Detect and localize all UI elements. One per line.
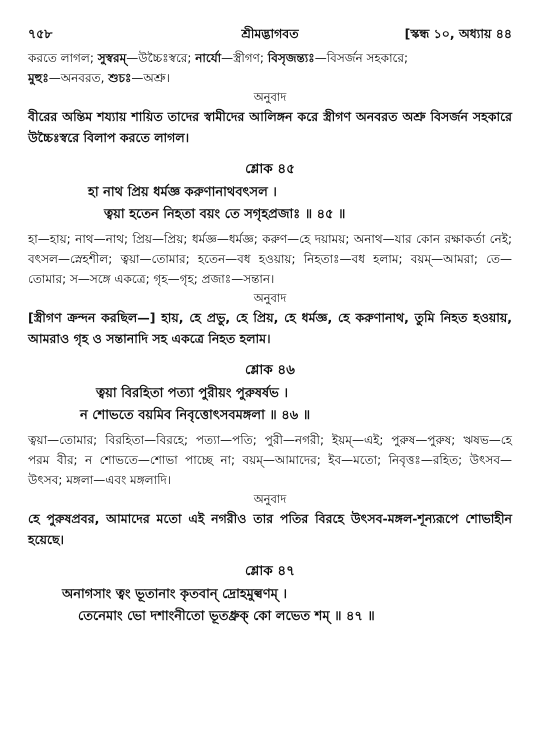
page-header xyxy=(28,26,512,48)
translation-heading: অনুবাদ xyxy=(253,492,287,506)
synonym-word: শুচঃ xyxy=(108,71,132,85)
translation-paragraph: [স্ত্রীগণ ক্রন্দন করছিল—] হায়, হে প্রভু, হে প্রিয়, হে ধর্মজ্ঞ, হে করুণানাথ, তুমি নিহত হওয়ায়, আমরাও গৃহ ও সন্তানাদি সহ একত্রে নিহত হলাম। xyxy=(28,310,512,346)
verse-line: হা নাথ প্রিয় ধর্মজ্ঞ করুণানাথবৎসল । xyxy=(88,185,277,200)
sloka-verse xyxy=(28,383,512,427)
synonym-word: সুস্বরম্ xyxy=(97,51,127,65)
synonym-word: মুহুঃ xyxy=(28,71,49,85)
book-title: শ্রীমদ্ভাগবত xyxy=(241,26,299,41)
sloka-heading: শ্লোক ৪৫ xyxy=(245,161,295,177)
synonym-text: —বিসর্জন সহকারে; xyxy=(314,51,409,65)
synonym-text: করতে লাগল; xyxy=(28,51,98,65)
intro-synonyms xyxy=(28,48,512,88)
sloka-heading: শ্লোক ৪৬ xyxy=(245,362,295,378)
synonym-text: —অনবরত, xyxy=(48,71,109,85)
section-reference: [স্কন্ধ ১০, অধ্যায় ৪৪ xyxy=(404,26,512,41)
verse-line: ন শোভতে বয়মিব নিবৃত্তোৎসবমঙ্গলা ॥ ৪৬ ॥ xyxy=(80,408,311,423)
synonym-text: —অশ্রু। xyxy=(131,71,170,85)
verse-line: তেনেমাং ভো দশাংনীতো ভূতধ্রুক্ কো লভেত শম্ ॥ ৪৭ ॥ xyxy=(78,609,375,624)
translation-heading: অনুবাদ xyxy=(253,291,287,305)
sloka-verse xyxy=(28,584,512,628)
sloka-verse xyxy=(28,182,512,226)
synonym-word: বিসৃজন্ত্যঃ xyxy=(267,51,315,65)
translation-paragraph: হে পুরুষপ্রবর, আমাদের মতো এই নগরীও তার পতির বিরহে উৎসব-মঙ্গল-শূন্যরূপে শোভাহীন হয়েছে। xyxy=(28,511,512,547)
synonym-text: —স্ত্রীগণ; xyxy=(221,51,268,65)
translation-paragraph: বীরের অন্তিম শয্যায় শায়িত তাদের স্বামীদের আলিঙ্গন করে স্ত্রীগণ অনবরত অশ্রু বিসর্জন সহকারে উচ্চৈঃস্বরে বিলাপ করতে লাগল। xyxy=(28,109,512,145)
synonym-word: নার্যো xyxy=(195,51,222,65)
book-page xyxy=(28,26,512,628)
verse-line: অনাগসাং ত্বং ভূতানাং কৃতবান্ দ্রোহমুল্বণম্ । xyxy=(62,587,288,602)
verse-line: ত্বয়া বিরহিতা পত্যা পুরীয়ং পুরুষর্ষভ । xyxy=(96,386,289,401)
sloka-heading: শ্লোক ৪৭ xyxy=(245,563,295,579)
word-synonyms: ত্বয়া—তোমার; বিরহিতা—বিরহে; পত্যা—পতি; পুরী—নগরী; ইয়ম্—এই; পুরুষ—পুরুষ; ঋষভ—হে পরম বীর; ন শোভতে—শোভা পাচ্ছে না; বয়ম্—আমাদের; ইব—মতো; নিবৃত্তঃ—রহিত; উৎসব—উৎসব; মঙ্গলা—এবং মঙ্গলাদি। xyxy=(28,433,512,487)
translation-heading: অনুবাদ xyxy=(253,90,287,104)
verse-line: ত্বয়া হতেন নিহতা বয়ং তে সগৃহপ্রজাঃ ॥ ৪৫ ॥ xyxy=(104,207,346,222)
word-synonyms: হা—হায়; নাথ—নাথ; প্রিয়—প্রিয়; ধর্মজ্ঞ—ধর্মজ্ঞ; করুণ—হে দয়াময়; অনাথ—যার কোন রক্ষাকর্তা নেই; বৎসল—স্নেহশীল; ত্বয়া—তোমার; হতেন—বধ হওয়ায়; নিহতাঃ—বধ হলাম; বয়ম্—আমরা; তে—তোমার; স—সঙ্গে একত্রে; গৃহ—গৃহ; প্রজাঃ—সন্তান। xyxy=(28,232,512,286)
synonym-text: —উচ্চৈঃস্বরে; xyxy=(126,51,196,65)
page-number: ৭৫৮ xyxy=(28,26,53,41)
